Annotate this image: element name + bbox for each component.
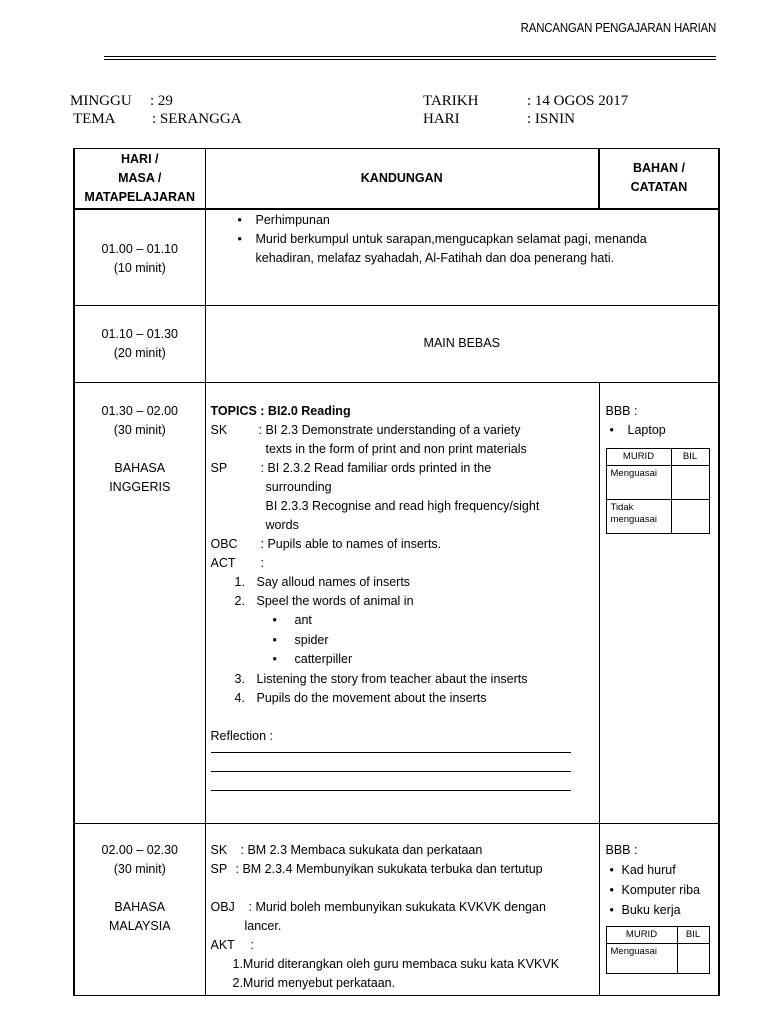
reflection-line-3: [211, 790, 571, 791]
table-row: [74, 306, 719, 383]
header-rule-top: [104, 56, 716, 57]
header-rule-bottom: [104, 59, 716, 60]
mastery-row-menguasai: Menguasai: [606, 466, 671, 500]
lesson-plan-table: [73, 148, 720, 996]
row3-subject-line2: INGGERIS: [109, 480, 171, 494]
document-title: RANCANGAN PENGAJARAN HARIAN: [520, 20, 716, 35]
row4-akt-step2: 2.Murid menyebut perkataan.: [232, 976, 396, 990]
row3-content-cell: [205, 383, 599, 824]
row4-bahan-cell: [599, 824, 719, 996]
row3-obc: OBC : Pupils able to names of inserts.: [210, 537, 442, 551]
row4-content-cell: [205, 824, 599, 996]
list-item: 1. Say alloud names of inserts: [234, 575, 411, 589]
mastery-header-murid: MURID: [606, 449, 671, 466]
table-header-row: [74, 149, 719, 209]
row2-content: MAIN BEBAS: [423, 336, 500, 350]
mastery-header-murid: MURID: [606, 927, 677, 944]
tarikh-value: : 14 OGOS 2017: [527, 93, 629, 109]
row3-time-cell: [74, 383, 205, 824]
minggu-value: : 29: [150, 93, 173, 109]
row3-sk: SK : BI 2.3 Demonstrate understanding of a variety: [210, 423, 521, 437]
minggu-label: MINGGU: [70, 93, 132, 109]
row3-bbb-label: BBB :: [605, 404, 638, 418]
table-row: [74, 824, 719, 996]
row3-act: ACT :: [210, 556, 264, 570]
table-row: [74, 383, 719, 824]
col-header-kandungan-text: KANDUNGAN: [360, 170, 443, 185]
mastery-header-bil: BIL: [671, 449, 709, 466]
row3-mastery-table: [606, 448, 710, 534]
row3-sp: SP : BI 2.3.2 Read familiar ords printed in the: [210, 461, 492, 475]
list-item: • Laptop: [606, 421, 719, 440]
mastery-row-menguasai: Menguasai: [606, 944, 677, 974]
col-header-bahan-line2: CATATAN: [630, 180, 688, 195]
tema-label: TEMA: [73, 111, 116, 127]
row4-bbb-label: BBB :: [605, 843, 638, 857]
row4-obj-line2: lancer.: [244, 919, 282, 933]
hari-label: HARI: [423, 111, 460, 127]
tema-value: : SERANGGA: [152, 111, 242, 127]
row4-time-cell: [74, 824, 205, 996]
mastery-bil-1: [677, 944, 709, 974]
row3-reflection-label: Reflection :: [210, 728, 274, 743]
row4-akt: AKT :: [210, 938, 254, 952]
row2-time-cell: [74, 306, 205, 383]
reflection-line-2: [211, 771, 571, 772]
row3-subject-line1: BAHASA: [114, 461, 166, 475]
list-item: 3. Listening the story from teacher abaut the inserts: [234, 671, 528, 686]
col-header-hari-line2: MASA /: [118, 170, 162, 185]
list-item: • Buku kerja: [606, 900, 719, 920]
row1-content-cell: [205, 209, 719, 306]
list-item: • Murid berkumpul untuk sarapan,mengucapkan selamat pagi, menanda kehadiran, melafaz syahadah, Al-Fatihah dan doa penerang hati.: [234, 230, 719, 268]
hari-value: : ISNIN: [527, 111, 575, 127]
row3-topics: TOPICS : BI2.0 Reading: [210, 404, 351, 418]
mastery-row-tidak-menguasai: Tidak menguasai: [606, 500, 671, 534]
row4-sk: SK : BM 2.3 Membaca sukukata dan perkataan: [210, 843, 483, 857]
row4-subject-line1: BAHASA: [114, 900, 166, 914]
row4-obj: OBJ : Murid boleh membunyikan sukukata KVKVK dengan: [210, 900, 546, 914]
row4-subject-line2: MALAYSIA: [108, 919, 171, 933]
mastery-header-bil: BIL: [677, 927, 709, 944]
row3-duration: (30 minit): [113, 423, 166, 437]
row1-duration: (10 minit): [113, 260, 166, 275]
row2-content-cell: [205, 306, 719, 383]
list-item: • Perhimpunan: [234, 211, 719, 230]
col-header-kandungan: [205, 149, 599, 209]
list-item: • ant: [211, 611, 599, 631]
list-item: • catterpiller: [211, 650, 599, 670]
list-item: • Komputer riba: [606, 880, 719, 900]
col-header-hari-line3: MATAPELAJARAN: [84, 189, 196, 204]
row3-sp-line4: words: [265, 518, 299, 532]
col-header-bahan: [599, 149, 719, 209]
tarikh-label: TARIKH: [423, 93, 479, 109]
row3-sp-line3: BI 2.3.3 Recognise and read high frequency/sight: [265, 499, 540, 513]
row2-time: 01.10 – 01.30: [101, 327, 178, 341]
row2-duration: (20 minit): [113, 346, 166, 360]
row4-sp: SP : BM 2.3.4 Membunyikan sukukata terbuka dan tertutup: [210, 862, 543, 876]
row1-time-cell: [74, 209, 205, 306]
row4-time: 02.00 – 02.30: [101, 843, 178, 857]
col-header-hari: [74, 149, 205, 209]
row3-bahan-cell: [599, 383, 719, 824]
row4-duration: (30 minit): [113, 862, 166, 876]
reflection-line-1: [211, 752, 571, 753]
col-header-bahan-line1: BAHAN /: [632, 161, 686, 176]
list-item: • spider: [211, 631, 599, 651]
row3-time: 01.30 – 02.00: [101, 404, 178, 418]
list-item: 4. Pupils do the movement about the inserts: [234, 690, 487, 705]
row4-akt-step1: 1.Murid diterangkan oleh guru membaca suku kata KVKVK: [232, 957, 560, 971]
mastery-bil-2: [671, 500, 709, 534]
row3-sk-line2: texts in the form of print and non print materials: [265, 442, 527, 456]
row4-mastery-table: [606, 926, 710, 974]
list-item: • Kad huruf: [606, 860, 719, 880]
row1-time: 01.00 – 01.10: [101, 241, 178, 256]
row3-sp-line2: surrounding: [265, 480, 332, 494]
list-item: 2. Speel the words of animal in: [234, 594, 414, 608]
table-row: [74, 209, 719, 306]
mastery-bil-1: [671, 466, 709, 500]
col-header-hari-line1: HARI /: [121, 151, 159, 166]
